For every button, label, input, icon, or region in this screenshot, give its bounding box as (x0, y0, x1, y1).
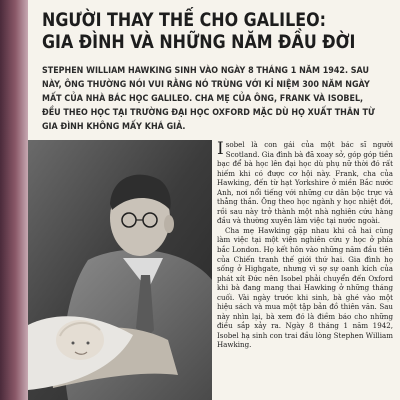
article-body (217, 140, 393, 398)
chapter-title-line-2: GIA ĐÌNH VÀ NHỮNG NĂM ĐẦU ĐỜI (42, 32, 356, 53)
photo-illustration (28, 140, 212, 400)
chapter-title (42, 10, 356, 54)
chapter-title-line-1: NGƯỜI THAY THẾ CHO GALILEO: (42, 10, 327, 31)
lead-paragraph: STEPHEN WILLIAM HAWKING SINH VÀO NGÀY 8 THÁNG 1 NĂM 1942. SAU NÀY, ÔNG THƯỜNG NÓI VUI RẰNG NÓ TRÙNG VỚI KỈ NIỆM 300 NĂM NGÀY MẤT CỦA NHÀ BÁC HỌC GALILEO. CHA MẸ CỦA ÔNG, FRANK VÀ ISOBEL, ĐỀU THEO HỌC TẠI TRƯỜNG ĐẠI HỌC OXFORD MẶC DÙ HỌ XUẤT THÂN TỪ GIA ĐÌNH KHÔNG MẤY KHÁ GIẢ. (42, 66, 375, 132)
book-spine-shadow (0, 0, 28, 400)
body-paragraph-1-text: sobel là con gái của một bác sĩ người Scotland. Gia đình bà đã xoay sở, góp góp tiền bạc để bà học lên đại học dù phụ nữ thời đó rất hiếm khi có được cơ hội này. Frank, cha của Hawking, đến từ hạt Yorkshire ở miền Bắc nước Anh, nơi nổi tiếng với những cư dân bộc trực và thẳng thắn. Ông theo học ngành y học nhiệt đới, rồi sau này trở thành một nhà nghiên cứu hàng đầu và thường xuyên làm việc tại nước ngoài. (217, 140, 393, 226)
father-holding-infant-photo (28, 140, 212, 400)
drop-cap: I (217, 140, 224, 159)
body-paragraph-2: Cha mẹ Hawking gặp nhau khi cả hai cùng làm việc tại một viện nghiên cứu y học ở phía bắc London. Họ kết hôn vào những năm đầu tiên của Chiến tranh thế giới thứ hai. Gia đình họ sống ở Highgate, nhưng vì sợ sự oanh kích của phát xít Đức nên Isobel phải chuyển đến Oxford khi bà đang mang thai Hawking ở những tháng cuối. Vài ngày trước khi sinh, bà ghé vào một hiệu sách và mua một tập bản đồ thiên văn. Sau này nhìn lại, bà xem đó là điềm báo cho những điều sắp xảy ra. Ngày 8 tháng 1 năm 1942, Isobel hạ sinh con trai đầu lòng Stephen William Hawking. (217, 225, 393, 350)
body-paragraph-1 (217, 140, 393, 226)
